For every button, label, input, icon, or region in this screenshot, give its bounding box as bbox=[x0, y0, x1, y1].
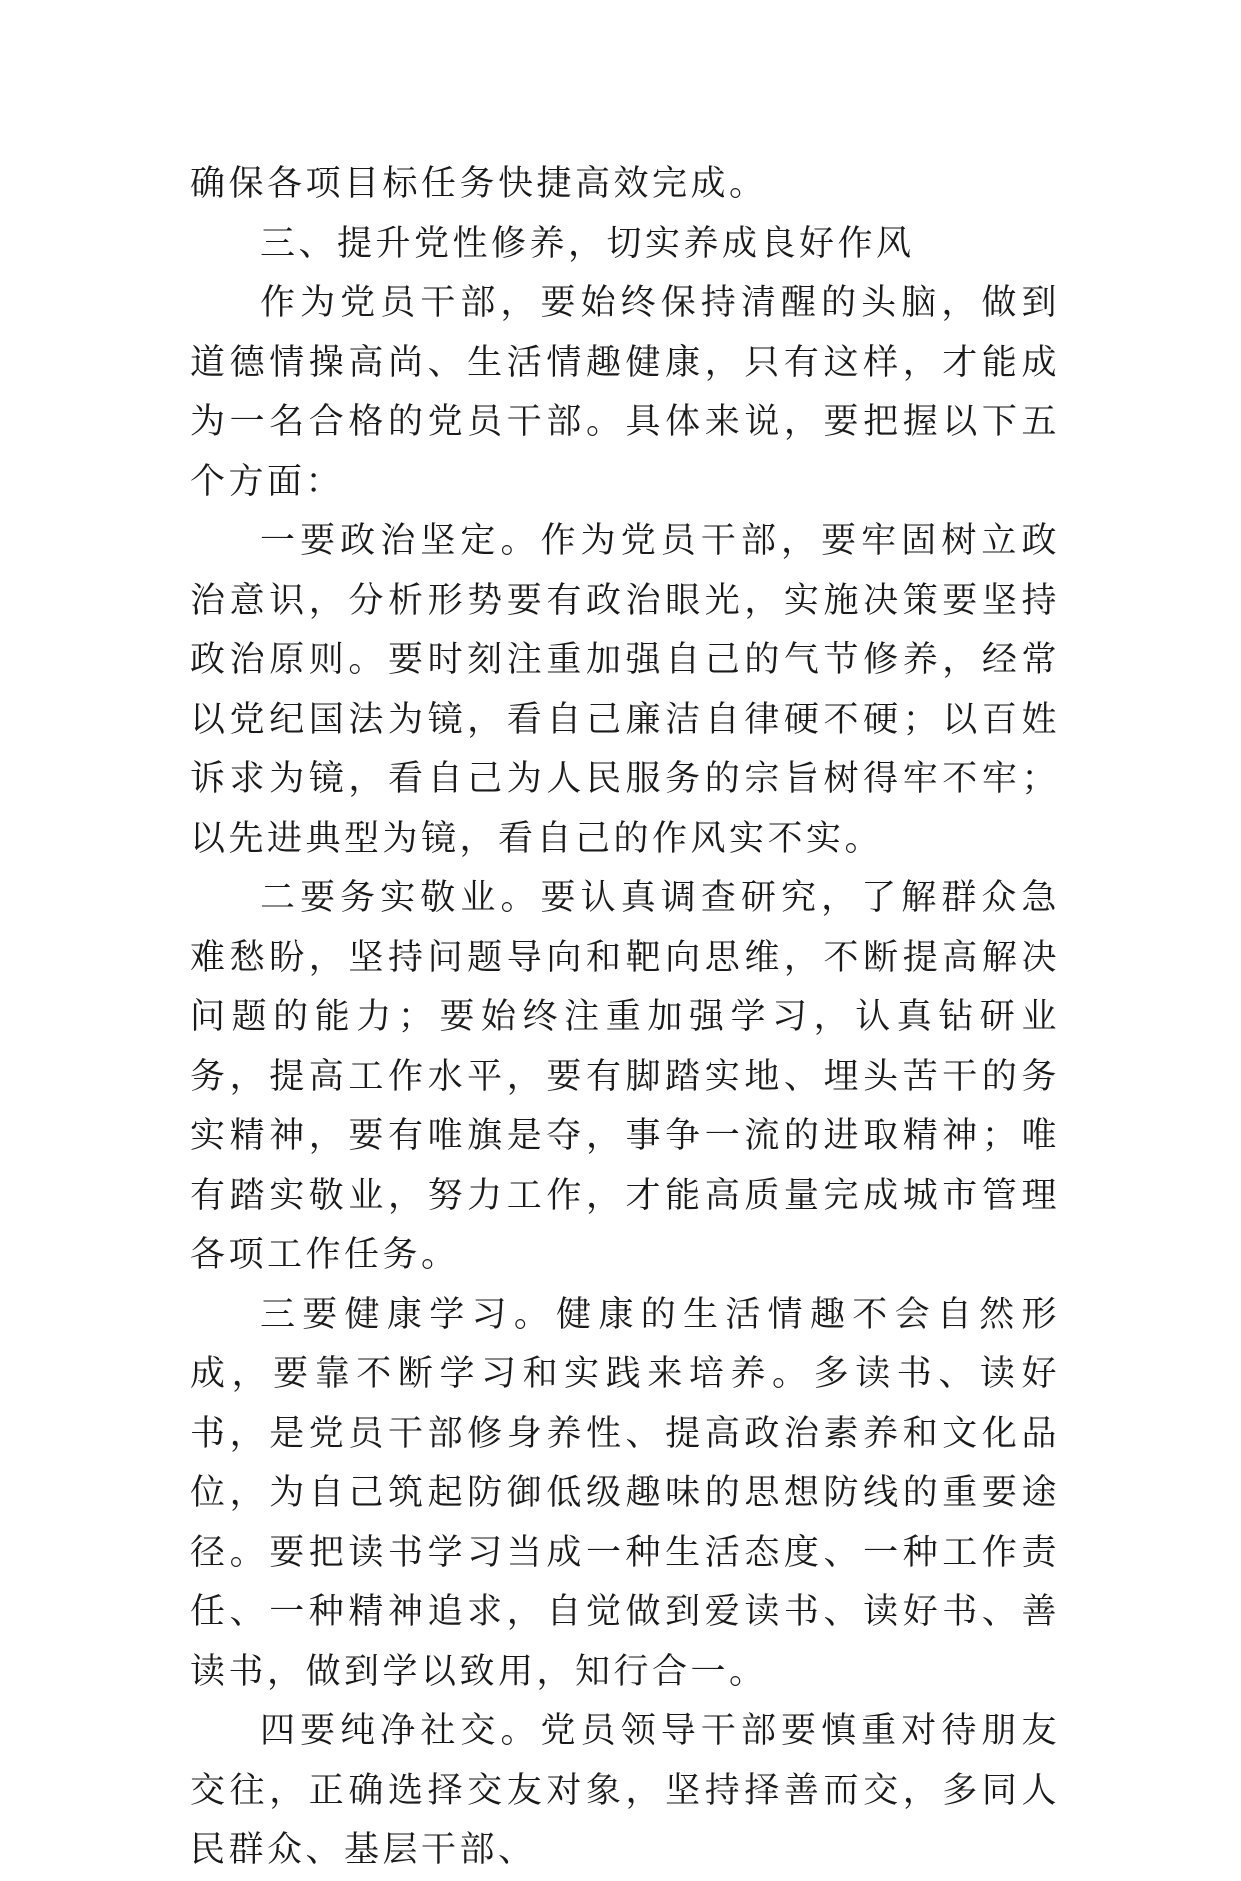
paragraph-healthy-learning: 三要健康学习。健康的生活情趣不会自然形成，要靠不断学习和实践来培养。多读书、读好书，是党员干部修身养性、提高政治素养和文化品位，为自己筑起防御低级趣味的思想防线的重要途径。要把读书学习当成一种生活态度、一种工作责任、一种精神追求，自觉做到爱读书、读好书、善读书，做到学以致用，知行合一。 bbox=[190, 1294, 1060, 1692]
paragraph-pragmatic-dedication: 二要务实敬业。要认真调查研究，了解群众急难愁盼，坚持问题导向和靶向思维，不断提高解决问题的能力；要始终注重加强学习，认真钻研业务，提高工作水平，要有脚踏实地、埋头苦干的务实精神，要有唯旗是夺，事争一流的进取精神；唯有踏实敬业，努力工作，才能高质量完成城市管理各项工作任务。 bbox=[190, 878, 1060, 1275]
paragraph-pure-social: 四要纯净社交。党员领导干部要慎重对待朋友交往，正确选择交友对象，坚持择善而交，多同人民群众、基层干部、 bbox=[190, 1711, 1060, 1870]
document-body bbox=[190, 155, 1060, 1881]
paragraph-continuation: 确保各项目标任务快捷高效完成。 bbox=[190, 164, 768, 204]
paragraph-intro: 作为党员干部，要始终保持清醒的头脑，做到道德情操高尚、生活情趣健康，只有这样，才能成为一名合格的党员干部。具体来说，要把握以下五个方面： bbox=[190, 283, 1060, 502]
paragraph-political-firmness: 一要政治坚定。作为党员干部，要牢固树立政治意识，分析形势要有政治眼光，实施决策要坚持政治原则。要时刻注重加强自己的气节修养，经常以党纪国法为镜，看自己廉洁自律硬不硬；以百姓诉求为镜，看自己为人民服务的宗旨树得牢不牢；以先进典型为镜，看自己的作风实不实。 bbox=[190, 521, 1060, 859]
section-heading: 三、提升党性修养，切实养成良好作风 bbox=[260, 223, 915, 264]
